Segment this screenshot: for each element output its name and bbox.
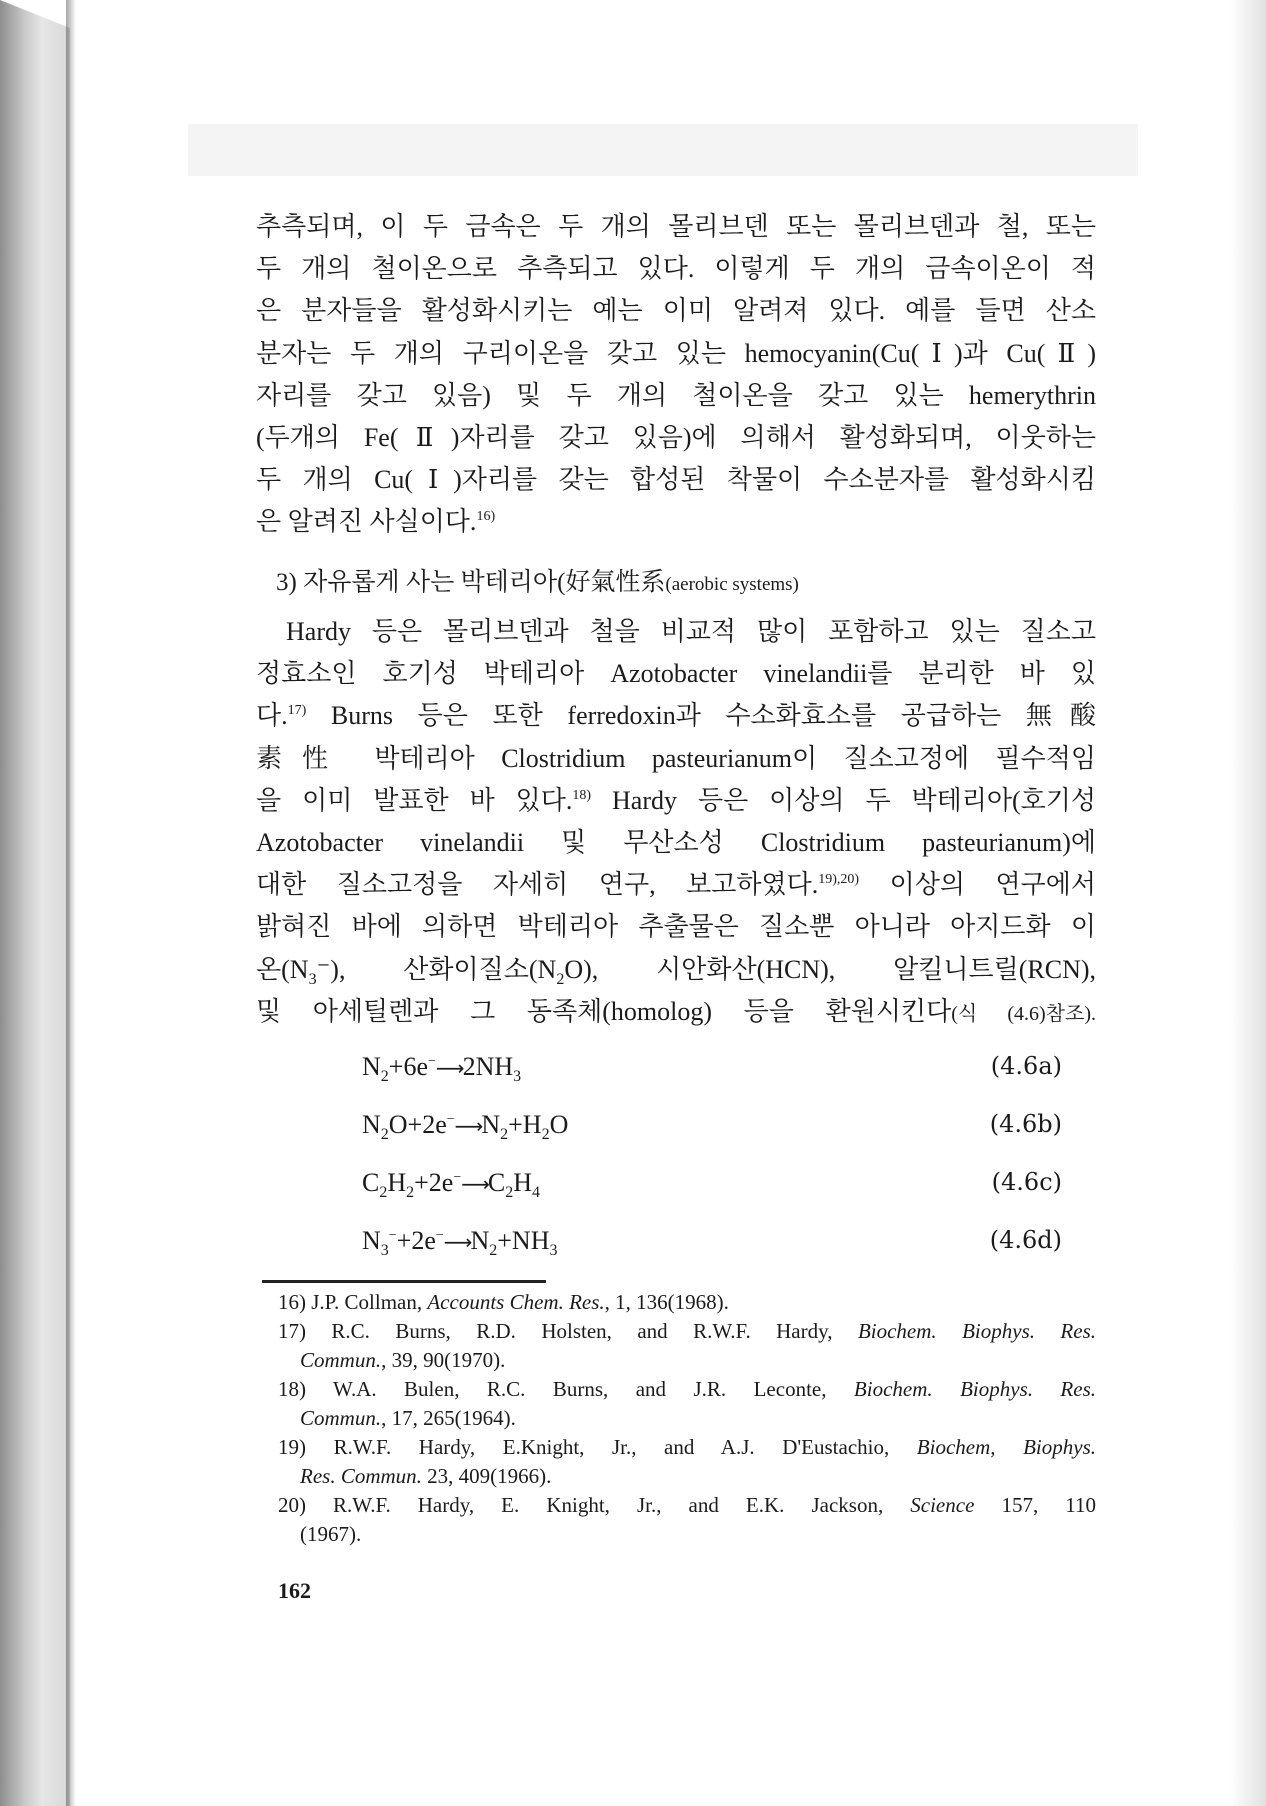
journal-name: Biochem, Biophys. xyxy=(916,1435,1096,1459)
footnote-line xyxy=(278,1375,1096,1404)
footnote-line xyxy=(278,1520,1096,1549)
text-segment: ⁻), 산화이질소(N xyxy=(316,954,557,984)
journal-name: Accounts Chem. Res. xyxy=(427,1290,605,1314)
subscript: 2 xyxy=(556,970,565,988)
journal-name: Science xyxy=(910,1493,975,1517)
right-page-shade xyxy=(1230,0,1266,1806)
equation-number: (4.6b) xyxy=(989,1110,1062,1138)
footnote-text: (1967). xyxy=(300,1522,362,1546)
footnote-20 xyxy=(278,1491,1096,1549)
equation-formula: $N_2O+2e^-⟶N_2+H_2O$ xyxy=(362,1110,569,1144)
footnote-line xyxy=(278,1404,1096,1433)
text-line: Azotobacter vinelandii 및 무산소성 Clostridium pasteurianum)에 xyxy=(256,828,1096,858)
footnote-text: , 1, 136(1968). xyxy=(604,1290,729,1314)
reference-marker: 17) xyxy=(287,703,307,719)
footnote-text: 157, 110 xyxy=(974,1493,1096,1517)
text-line: 素性 박테리아 Clostridium pasteurianum이 질소고정에 필수적임 xyxy=(256,743,1096,773)
journal-name: Res. Commun. xyxy=(300,1464,422,1488)
text-line: 두 개의 Cu(Ⅰ)자리를 갖는 합성된 착물이 수소분자를 활성화시킴 xyxy=(256,465,1096,495)
footnote-text: , 39, 90(1970). xyxy=(381,1348,506,1372)
subscript: 3 xyxy=(308,970,317,988)
text-line: 두 개의 철이온으로 추측되고 있다. 이렇게 두 개의 금속이온이 적 xyxy=(256,254,1096,284)
footnote-17 xyxy=(278,1317,1096,1375)
footnote-line xyxy=(278,1433,1096,1462)
paragraph-2 xyxy=(256,611,1096,1035)
footnote-text: 23, 409(1966). xyxy=(421,1464,552,1488)
equation-formula: $C_2H_2+2e^-⟶C_2H_4$ xyxy=(362,1168,541,1202)
footnote-19 xyxy=(278,1433,1096,1491)
footnote-line xyxy=(278,1491,1096,1520)
text-segment: 은 알려진 사실이다. xyxy=(256,507,477,537)
book-spine-edge xyxy=(0,0,70,1806)
footnote-line xyxy=(278,1462,1096,1491)
equation-4-6b xyxy=(362,1110,1062,1150)
equation-number: (4.6d) xyxy=(989,1226,1062,1254)
footnote-text: 18) W.A. Bulen, R.C. Burns, and J.R. Leconte, xyxy=(278,1377,854,1401)
text-segment: Hardy 등은 이상의 두 박테리아(호기성 xyxy=(591,785,1096,815)
footnote-text: 19) R.W.F. Hardy, E.Knight, Jr., and A.J. D'Eustachio, xyxy=(278,1435,917,1459)
heading-main: 3) 자유롭게 사는 박테리아(好氣性系 xyxy=(276,569,666,596)
footnote-text: 16) J.P. Collman, xyxy=(278,1290,428,1314)
text-line: 분자는 두 개의 구리이온을 갖고 있는 hemocyanin(Cu(Ⅰ)과 Cu(Ⅱ) xyxy=(256,338,1096,368)
text-line: 자리를 갖고 있음) 및 두 개의 철이온을 갖고 있는 hemerythrin xyxy=(256,380,1096,410)
footnote-line xyxy=(278,1346,1096,1375)
footnote-18 xyxy=(278,1375,1096,1433)
text-line xyxy=(256,780,1096,822)
text-line xyxy=(256,949,1096,991)
reference-marker: 16) xyxy=(476,509,496,525)
equation-4-6d xyxy=(362,1226,1062,1266)
equation-4-6a xyxy=(362,1052,1062,1092)
text-segment: 을 이미 발표한 바 있다. xyxy=(256,785,573,815)
footnote-16 xyxy=(278,1288,1096,1317)
equation-4-6c xyxy=(362,1168,1062,1208)
footnote-text: , 17, 265(1964). xyxy=(381,1406,516,1430)
header-band xyxy=(188,124,1138,176)
section-heading xyxy=(276,562,799,598)
text-segment: O), 시안화산(HCN), 알킬니트릴(RCN), xyxy=(564,954,1097,984)
equation-formula: $N_2+6e^-⟶2NH_3$ xyxy=(362,1052,522,1086)
text-line: 추측되며, 이 두 금속은 두 개의 몰리브덴 또는 몰리브덴과 철, 또는 xyxy=(256,212,1096,241)
page-number: 162 xyxy=(278,1578,311,1603)
footnotes xyxy=(278,1288,1096,1549)
heading-english: (aerobic systems) xyxy=(665,574,799,595)
reference-marker: 18) xyxy=(572,787,592,803)
footnote-text: 20) R.W.F. Hardy, E. Knight, Jr., and E.K. Jackson, xyxy=(278,1493,911,1517)
footnote-text: 17) R.C. Burns, R.D. Holsten, and R.W.F. Hardy, xyxy=(278,1319,858,1343)
equation-number: (4.6c) xyxy=(991,1168,1062,1196)
text-line xyxy=(256,501,1096,543)
text-segment: 온(N xyxy=(256,954,309,984)
text-segment: 및 아세틸렌과 그 동족체(homolog) 등을 환원시킨다 xyxy=(256,996,952,1026)
text-line: 은 분자들을 활성화시키는 예는 이미 알려져 있다. 예를 들면 산소 xyxy=(256,296,1096,326)
reference-marker: 19),20) xyxy=(818,872,860,888)
text-segment: 대한 질소고정을 자세히 연구, 보고하였다. xyxy=(256,870,819,900)
text-line xyxy=(256,695,1096,737)
paragraph-1 xyxy=(256,206,1096,544)
text-segment: (식 (4.6)참조). xyxy=(951,1002,1096,1025)
footnote-rule xyxy=(262,1280,546,1283)
equation-formula: $N_3^-+2e^-⟶N_2+NH_3$ xyxy=(362,1226,558,1260)
journal-name: Commun. xyxy=(300,1406,382,1430)
text-segment: 다. xyxy=(256,701,288,731)
text-segment: 이상의 연구에서 xyxy=(859,870,1096,900)
text-line xyxy=(256,991,1096,1035)
text-line: 정효소인 호기성 박테리아 Azotobacter vinelandii를 분리한 바 있 xyxy=(256,659,1096,689)
text-line: Hardy 등은 몰리브덴과 철을 비교적 많이 포함하고 있는 질소고 xyxy=(286,617,1096,646)
journal-name: Biochem. Biophys. Res. xyxy=(853,1377,1096,1401)
equation-number: (4.6a) xyxy=(990,1052,1062,1080)
journal-name: Commun. xyxy=(300,1348,382,1372)
text-line: 밝혀진 바에 의하면 박테리아 추출물은 질소뿐 아니라 아지드화 이 xyxy=(256,912,1096,942)
text-line: (두개의 Fe(Ⅱ)자리를 갖고 있음)에 의해서 활성화되며, 이웃하는 xyxy=(256,423,1096,453)
footnote-line xyxy=(278,1317,1096,1346)
text-line xyxy=(256,864,1096,906)
spine-shadow xyxy=(66,0,76,1806)
text-segment: Burns 등은 또한 ferredoxin과 수소화효소를 공급하는 無酸 xyxy=(306,701,1096,731)
journal-name: Biochem. Biophys. Res. xyxy=(857,1319,1097,1343)
